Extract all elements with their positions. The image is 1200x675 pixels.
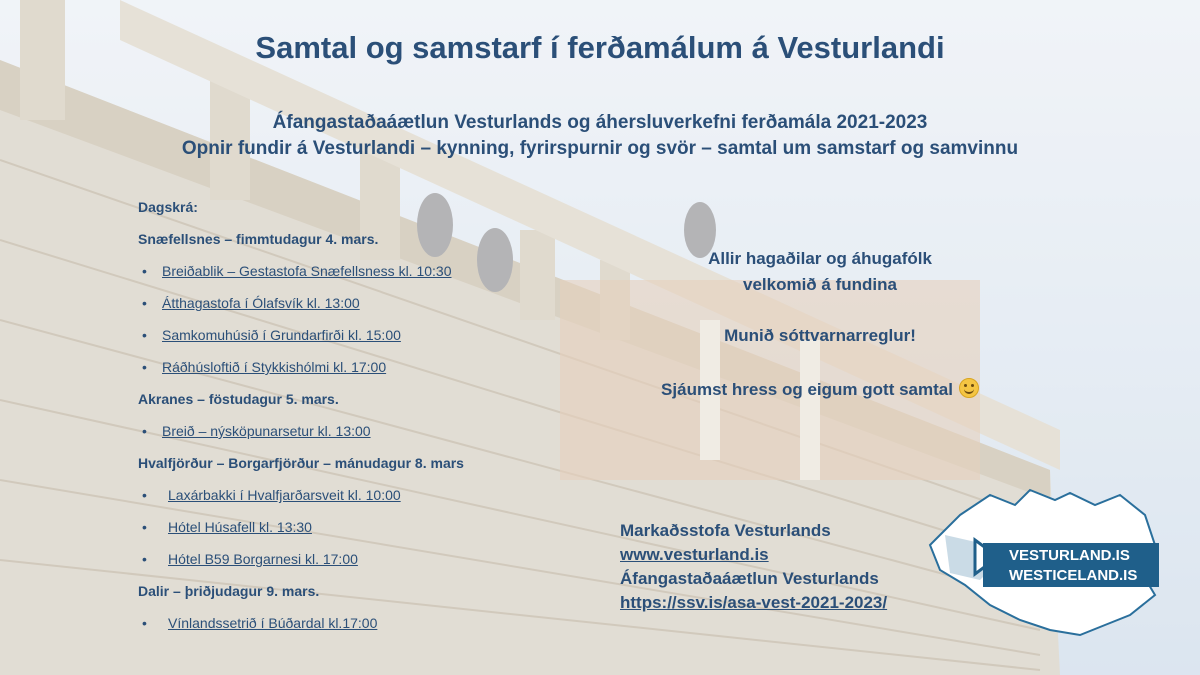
agenda-link[interactable]: Hótel B59 Borgarnesi kl. 17:00 xyxy=(168,551,358,567)
logo-line-1: VESTURLAND.IS xyxy=(1009,547,1130,564)
reminder-text: Munið sóttvarnarreglur! xyxy=(724,326,916,345)
list-item xyxy=(138,548,598,580)
bullet: • xyxy=(142,487,147,503)
list-item xyxy=(138,324,598,356)
agenda-link[interactable]: Breiðablik – Gestastofa Snæfellsness kl. 10:30 xyxy=(162,263,452,279)
list-item xyxy=(138,484,598,516)
bullet: • xyxy=(142,551,147,567)
smiley-icon xyxy=(959,378,979,398)
subtitle-line-1: Áfangastaðaáætlun Vesturlands og áhersluverkefni ferðamála 2021-2023 xyxy=(272,112,928,133)
agenda-link[interactable]: Samkomuhúsið í Grundarfirði kl. 15:00 xyxy=(162,327,401,343)
logo-banner[interactable] xyxy=(983,543,1159,587)
region-heading: Dalir – þriðjudagur 9. mars. xyxy=(138,583,320,599)
welcome-message xyxy=(640,246,1000,298)
list-item xyxy=(138,516,598,548)
region-heading: Akranes – föstudagur 5. mars. xyxy=(138,391,339,407)
list-item xyxy=(138,420,598,452)
logo-line-2: WESTICELAND.IS xyxy=(1009,567,1138,584)
farewell-line xyxy=(620,378,1020,400)
region-heading: Hvalfjörður – Borgarfjörður – mánudagur 8. mars xyxy=(138,455,464,471)
bullet: • xyxy=(142,327,147,343)
bullet: • xyxy=(142,263,147,279)
farewell-text: Sjáumst hress og eigum gott samtal xyxy=(661,380,953,399)
bullet: • xyxy=(142,615,147,631)
agenda-list xyxy=(138,196,598,644)
contact-plan: Áfangastaðaáætlun Vesturlands xyxy=(620,569,879,588)
website-link[interactable]: www.vesturland.is xyxy=(620,545,769,564)
agenda-link[interactable]: Hótel Húsafell kl. 13:30 xyxy=(168,519,312,535)
agenda-link[interactable]: Ráðhúsloftið í Stykkishólmi kl. 17:00 xyxy=(162,359,387,375)
agenda-link[interactable]: Vínlandssetrið í Búðardal kl.17:00 xyxy=(168,615,378,631)
bullet: • xyxy=(142,359,147,375)
contact-org: Markaðsstofa Vesturlands xyxy=(620,521,831,540)
agenda-heading: Dagskrá: xyxy=(138,199,198,215)
welcome-line-1: Allir hagaðilar og áhugafólk xyxy=(708,249,932,268)
plan-url-link[interactable]: https://ssv.is/asa-vest-2021-2023/ xyxy=(620,593,888,612)
list-item xyxy=(138,356,598,388)
agenda-link[interactable]: Átthagastofa í Ólafsvík kl. 13:00 xyxy=(162,295,360,311)
page-title: Samtal og samstarf í ferðamálum á Vesturlandi xyxy=(255,30,945,65)
agenda-link[interactable]: Laxárbakki í Hvalfjarðarsveit kl. 10:00 xyxy=(168,487,401,503)
list-item xyxy=(138,612,598,644)
bullet: • xyxy=(142,295,147,311)
bullet: • xyxy=(142,519,147,535)
list-item xyxy=(138,292,598,324)
agenda-link[interactable]: Breið – nýsköpunarsetur kl. 13:00 xyxy=(162,423,371,439)
welcome-line-2: velkomið á fundina xyxy=(743,275,897,294)
list-item xyxy=(138,260,598,292)
subtitle-line-2: Opnir fundir á Vesturlandi – kynning, fyrirspurnir og svör – samtal um samstarf og samvinnu xyxy=(181,138,1019,159)
bullet: • xyxy=(142,423,147,439)
contact-block xyxy=(620,519,887,615)
region-heading: Snæfellsnes – fimmtudagur 4. mars. xyxy=(138,231,379,247)
